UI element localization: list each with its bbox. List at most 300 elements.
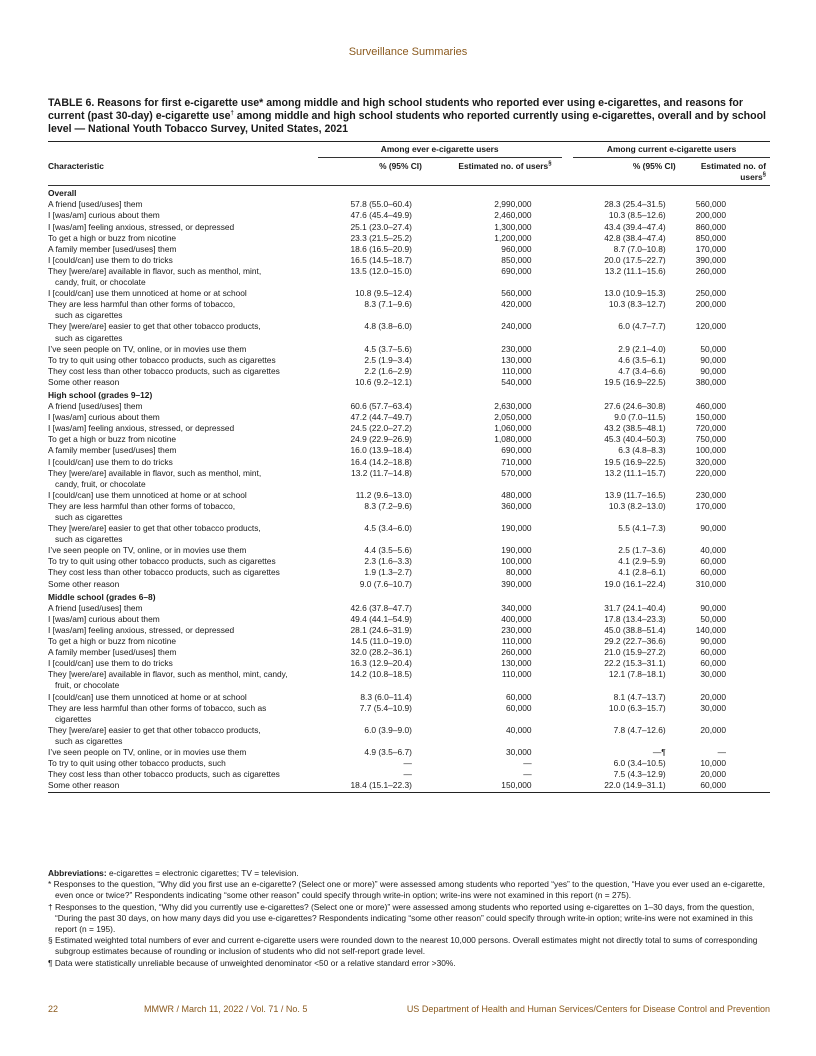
ever-pct-cell: 8.3 (7.1–9.6) bbox=[364, 299, 412, 310]
row-label-text: I [was/am] feeling anxious, stressed, or depressed bbox=[48, 221, 235, 232]
row-label-text: I [could/can] use them unnoticed at home or at school bbox=[48, 489, 247, 500]
row-label bbox=[48, 747, 318, 758]
gap-cell bbox=[562, 501, 574, 523]
current-est-cell: 380,000 bbox=[695, 376, 726, 387]
footnotes bbox=[48, 868, 770, 969]
ever-pct-cell: 10.8 (9.5–12.4) bbox=[355, 288, 412, 299]
ever-pct-cell: 4.5 (3.4–6.0) bbox=[364, 523, 412, 534]
row-label bbox=[48, 647, 318, 658]
row-label-text: They [were/are] easier to get that other tobacco products, bbox=[48, 321, 261, 332]
gap-cell bbox=[562, 692, 574, 703]
table-row bbox=[48, 445, 770, 456]
ever-est-cell: 240,000 bbox=[501, 321, 532, 332]
ever-est-cell: 40,000 bbox=[505, 724, 532, 735]
current-pct-cell: 10.3 (8.2–13.0) bbox=[608, 500, 666, 511]
row-label-text: To try to quit using other tobacco products, such as cigarettes bbox=[48, 556, 276, 567]
table-row bbox=[48, 703, 770, 725]
gap-cell bbox=[562, 401, 574, 412]
current-est-cell: 10,000 bbox=[700, 758, 726, 769]
gap-cell bbox=[562, 567, 574, 578]
row-label-text: Some other reason bbox=[48, 376, 120, 387]
current-est-cell: 320,000 bbox=[695, 456, 726, 467]
current-est-cell: 90,000 bbox=[700, 365, 726, 376]
ever-est-cell: 190,000 bbox=[501, 523, 532, 534]
ever-est-cell: 2,990,000 bbox=[494, 199, 532, 210]
row-label bbox=[48, 625, 318, 636]
group-header-ever: Among ever e-cigarette users bbox=[318, 142, 562, 158]
row-label-text: They [were/are] available in flavor, such as menthol, mint, candy, bbox=[48, 669, 288, 680]
row-label bbox=[48, 266, 318, 288]
current-est-cell: 30,000 bbox=[700, 702, 726, 713]
current-pct-cell: 13.0 (10.9–15.3) bbox=[604, 288, 666, 299]
current-est-cell: 60,000 bbox=[700, 658, 726, 669]
current-est-cell: 50,000 bbox=[700, 613, 726, 624]
gap-cell bbox=[562, 658, 574, 669]
caption-part1: TABLE 6. Reasons for first e-cigarette use* among middle and high school students who reported ever using e-cigarettes, and reasons for current (past 30-day) e-cigarette use bbox=[48, 97, 744, 123]
current-pct-cell: 20.0 (17.5–22.7) bbox=[604, 254, 666, 265]
table-row bbox=[48, 288, 770, 299]
gap-cell bbox=[562, 244, 574, 255]
gap-cell bbox=[562, 647, 574, 658]
ever-pct-cell: 18.6 (16.5–20.9) bbox=[350, 243, 412, 254]
gap-cell bbox=[562, 299, 574, 321]
current-pct-cell: 10.0 (6.3–15.7) bbox=[608, 702, 666, 713]
row-label-text: I [was/am] curious about them bbox=[48, 613, 160, 624]
page-number: 22 bbox=[48, 1004, 59, 1014]
ever-est-cell: 710,000 bbox=[501, 456, 532, 467]
ever-pct-cell: 8.3 (6.0–11.4) bbox=[360, 691, 412, 702]
current-pct-cell: 4.1 (2.9–5.9) bbox=[618, 556, 666, 567]
gap-cell bbox=[562, 556, 574, 567]
row-label-text: I [was/am] feeling anxious, stressed, or depressed bbox=[48, 624, 235, 635]
current-est-cell: 170,000 bbox=[695, 243, 726, 254]
table-row bbox=[48, 647, 770, 658]
row-label bbox=[48, 769, 318, 780]
row-label-text: I [could/can] use them unnoticed at home or at school bbox=[48, 691, 247, 702]
row-label bbox=[48, 725, 318, 747]
table-row bbox=[48, 579, 770, 590]
table-row bbox=[48, 255, 770, 266]
table-row bbox=[48, 725, 770, 747]
row-label bbox=[48, 210, 318, 221]
column-header-cur-est-text: Estimated no. of users bbox=[700, 161, 766, 183]
row-label bbox=[48, 758, 318, 769]
row-label bbox=[48, 423, 318, 434]
row-label bbox=[48, 579, 318, 590]
table-row bbox=[48, 210, 770, 221]
row-label-text: To try to quit using other tobacco products, such bbox=[48, 758, 226, 769]
row-label-text: They cost less than other tobacco products, such as cigarettes bbox=[48, 365, 280, 376]
row-label-text: I [could/can] use them to do tricks bbox=[48, 658, 173, 669]
row-label-text: I [was/am] curious about them bbox=[48, 412, 160, 423]
current-est-cell: 60,000 bbox=[700, 647, 726, 658]
table-row bbox=[48, 468, 770, 490]
ever-est-cell: 260,000 bbox=[501, 647, 532, 658]
ever-pct-cell: 10.6 (9.2–12.1) bbox=[355, 376, 412, 387]
current-pct-cell: 6.0 (4.7–7.7) bbox=[618, 321, 666, 332]
ever-pct-cell: 16.3 (12.9–20.4) bbox=[350, 658, 412, 669]
ever-est-cell: 230,000 bbox=[501, 624, 532, 635]
footnote-dagger: † Responses to the question, “Why did you currently use e-cigarettes? (Select one or more)” were assessed among students who reported using e-cigarettes on 1–30 days, from the question, “During the past 30 days, on how many days did you use e-cigarettes? Respondents indicating “some other reason” could specify through write-in option; write-ins were not examined in this report (n = 195). bbox=[48, 901, 755, 935]
ever-est-cell: — bbox=[523, 769, 532, 780]
ever-est-cell: 110,000 bbox=[501, 365, 532, 376]
current-est-cell: 750,000 bbox=[695, 434, 726, 445]
current-est-cell: 850,000 bbox=[695, 232, 726, 243]
ever-pct-cell: 28.1 (24.6–31.9) bbox=[350, 624, 412, 635]
ever-est-cell: 1,060,000 bbox=[494, 423, 532, 434]
row-label bbox=[48, 366, 318, 377]
ever-pct-cell: 49.4 (44.1–54.9) bbox=[350, 613, 412, 624]
gap-cell bbox=[562, 355, 574, 366]
section-title: Middle school (grades 6–8) bbox=[48, 591, 156, 602]
ever-pct-cell: 24.5 (22.0–27.2) bbox=[350, 423, 412, 434]
row-label bbox=[48, 457, 318, 468]
current-est-cell: 200,000 bbox=[695, 299, 726, 310]
gap-cell bbox=[562, 780, 574, 793]
section-title: Overall bbox=[48, 188, 77, 199]
current-est-cell: 150,000 bbox=[695, 412, 726, 423]
table-row bbox=[48, 692, 770, 703]
row-label-continuation: such as cigarettes bbox=[55, 332, 123, 343]
table-row bbox=[48, 434, 770, 445]
table-body bbox=[48, 186, 770, 793]
row-label bbox=[48, 692, 318, 703]
current-est-cell: 20,000 bbox=[700, 769, 726, 780]
gap-cell bbox=[562, 366, 574, 377]
ever-est-cell: 80,000 bbox=[505, 567, 532, 578]
ever-est-cell: 100,000 bbox=[501, 556, 532, 567]
current-pct-cell: 13.2 (11.1–15.6) bbox=[604, 265, 666, 276]
ever-est-cell: 480,000 bbox=[501, 489, 532, 500]
table-row bbox=[48, 614, 770, 625]
table-row bbox=[48, 266, 770, 288]
current-est-cell: 230,000 bbox=[695, 489, 726, 500]
table-row bbox=[48, 501, 770, 523]
row-label-text: They are less harmful than other forms of tobacco, bbox=[48, 500, 236, 511]
current-pct-cell: 9.0 (7.0–11.5) bbox=[614, 412, 666, 423]
row-label-text: They [were/are] available in flavor, such as menthol, mint, bbox=[48, 265, 262, 276]
current-pct-cell: 6.0 (3.4–10.5) bbox=[613, 758, 666, 769]
ever-pct-cell: 2.5 (1.9–3.4) bbox=[364, 354, 412, 365]
current-pct-cell: 7.5 (4.3–12.9) bbox=[613, 769, 666, 780]
ever-pct-cell: 9.0 (7.6–10.7) bbox=[359, 578, 412, 589]
gap-cell bbox=[562, 445, 574, 456]
ever-est-cell: — bbox=[523, 758, 532, 769]
row-label-text: Some other reason bbox=[48, 578, 120, 589]
current-est-cell: 140,000 bbox=[695, 624, 726, 635]
current-pct-cell: 29.2 (22.7–36.6) bbox=[604, 636, 666, 647]
row-label-text: Some other reason bbox=[48, 780, 120, 791]
table-row bbox=[48, 355, 770, 366]
ever-pct-cell: — bbox=[403, 769, 412, 780]
row-label bbox=[48, 545, 318, 556]
header-spacer bbox=[48, 142, 318, 158]
row-label-text: To get a high or buzz from nicotine bbox=[48, 636, 177, 647]
current-est-cell: 40,000 bbox=[700, 545, 726, 556]
row-label-text: A friend [used/uses] them bbox=[48, 401, 143, 412]
ever-pct-cell: 16.5 (14.5–18.7) bbox=[350, 254, 412, 265]
row-label-text: A friend [used/uses] them bbox=[48, 602, 143, 613]
current-est-cell: — bbox=[717, 746, 726, 757]
current-est-cell: 170,000 bbox=[695, 500, 726, 511]
group-gap bbox=[562, 142, 574, 158]
table-caption bbox=[48, 97, 770, 137]
table-row bbox=[48, 244, 770, 255]
row-label-continuation: such as cigarettes bbox=[55, 512, 123, 522]
ever-est-cell: 390,000 bbox=[501, 578, 532, 589]
ever-pct-cell: 57.8 (55.0–60.4) bbox=[350, 199, 412, 210]
row-label bbox=[48, 636, 318, 647]
table-row bbox=[48, 747, 770, 758]
row-label bbox=[48, 567, 318, 578]
ever-est-cell: 150,000 bbox=[442, 780, 562, 793]
row-label bbox=[48, 377, 318, 388]
current-est-cell: 120,000 bbox=[695, 321, 726, 332]
current-pct-cell: 13.2 (11.1–15.7) bbox=[604, 467, 666, 478]
gap-cell bbox=[562, 523, 574, 545]
current-est-cell: 460,000 bbox=[695, 401, 726, 412]
column-header-ever-pct: % (95% CI) bbox=[318, 158, 442, 186]
gap-cell bbox=[562, 288, 574, 299]
current-est-cell: 60,000 bbox=[700, 556, 726, 567]
row-label bbox=[48, 603, 318, 614]
row-label-text: I [could/can] use them to do tricks bbox=[48, 254, 173, 265]
current-est-cell: 90,000 bbox=[700, 354, 726, 365]
ever-pct-cell: 4.4 (3.5–5.6) bbox=[364, 545, 412, 556]
ever-pct-cell: 60.6 (57.7–63.4) bbox=[350, 401, 412, 412]
row-label-text: A family member [used/uses] them bbox=[48, 243, 177, 254]
row-label-text: I’ve seen people on TV, online, or in movies use them bbox=[48, 343, 247, 354]
gap-cell bbox=[562, 255, 574, 266]
gap-cell bbox=[562, 266, 574, 288]
table-row bbox=[48, 344, 770, 355]
current-pct-cell: 12.1 (7.8–18.1) bbox=[608, 669, 666, 680]
row-label-text: To get a high or buzz from nicotine bbox=[48, 232, 177, 243]
current-pct-cell: 2.9 (2.1–4.0) bbox=[618, 343, 666, 354]
current-pct-cell: 8.7 (7.0–10.8) bbox=[613, 243, 666, 254]
current-pct-cell: 19.5 (16.9–22.5) bbox=[604, 376, 666, 387]
row-label bbox=[48, 222, 318, 233]
table-row bbox=[48, 669, 770, 691]
gap-cell bbox=[562, 579, 574, 590]
section-title: High school (grades 9–12) bbox=[48, 389, 153, 400]
ever-pct-cell: 42.6 (37.8–47.7) bbox=[350, 602, 412, 613]
row-label bbox=[48, 344, 318, 355]
current-pct-cell: 4.7 (3.4–6.6) bbox=[618, 365, 666, 376]
ever-est-cell: 340,000 bbox=[501, 602, 532, 613]
caption-dagger: † bbox=[230, 110, 234, 117]
table-row bbox=[48, 377, 770, 388]
row-label bbox=[48, 669, 318, 691]
row-label-text: I [could/can] use them unnoticed at home or at school bbox=[48, 288, 247, 299]
row-label bbox=[48, 401, 318, 412]
ever-pct-cell: 47.6 (45.4–49.9) bbox=[350, 210, 412, 221]
table-row bbox=[48, 780, 770, 793]
table-row bbox=[48, 556, 770, 567]
gap-cell bbox=[562, 725, 574, 747]
row-label-continuation: candy, fruit, or chocolate bbox=[55, 277, 146, 288]
gap-cell bbox=[562, 490, 574, 501]
current-est-cell: 100,000 bbox=[695, 445, 726, 456]
current-pct-cell: 6.3 (4.8–8.3) bbox=[618, 445, 666, 456]
gap-cell bbox=[562, 233, 574, 244]
ever-est-cell: 60,000 bbox=[505, 702, 532, 713]
abbreviations-text: e-cigarettes = electronic cigarettes; TV = television. bbox=[106, 868, 299, 878]
gap-cell bbox=[562, 457, 574, 468]
ever-est-cell: 110,000 bbox=[501, 669, 532, 680]
current-est-cell: 560,000 bbox=[695, 199, 726, 210]
current-pct-cell: 7.8 (4.7–12.6) bbox=[613, 724, 666, 735]
row-label bbox=[48, 780, 318, 793]
ever-pct-cell: 2.2 (1.6–2.9) bbox=[364, 365, 412, 376]
ever-pct-cell: — bbox=[403, 758, 412, 769]
ever-pct-cell: 14.2 (10.8–18.5) bbox=[350, 669, 412, 680]
section-mark: § bbox=[762, 172, 766, 179]
current-pct-cell: 4.1 (2.8–6.1) bbox=[618, 567, 666, 578]
row-label-text: A friend [used/uses] them bbox=[48, 199, 143, 210]
abbreviations-note bbox=[48, 868, 770, 879]
table-row bbox=[48, 299, 770, 321]
column-header-cur-pct: % (95% CI) bbox=[573, 158, 695, 186]
ever-est-cell: 690,000 bbox=[501, 445, 532, 456]
ever-est-cell: 1,200,000 bbox=[494, 232, 532, 243]
row-label-text: To get a high or buzz from nicotine bbox=[48, 434, 177, 445]
table-row bbox=[48, 603, 770, 614]
column-header-cur-est bbox=[696, 158, 770, 186]
column-gap bbox=[562, 158, 574, 186]
current-pct-cell: 42.8 (38.4–47.4) bbox=[604, 232, 666, 243]
current-est-cell: 720,000 bbox=[695, 423, 726, 434]
ever-est-cell: 2,460,000 bbox=[494, 210, 532, 221]
ever-pct-cell: 13.2 (11.7–14.8) bbox=[351, 467, 412, 478]
current-est-cell: 90,000 bbox=[700, 523, 726, 534]
current-pct-cell: 2.5 (1.7–3.6) bbox=[618, 545, 666, 556]
gap-cell bbox=[562, 669, 574, 691]
row-label bbox=[48, 658, 318, 669]
current-pct-cell: 45.0 (38.8–51.4) bbox=[604, 624, 666, 635]
department-name: US Department of Health and Human Services/Centers for Disease Control and Prevention bbox=[406, 1004, 770, 1014]
table-row bbox=[48, 457, 770, 468]
row-label bbox=[48, 355, 318, 366]
table-row bbox=[48, 658, 770, 669]
current-pct-cell: —¶ bbox=[652, 746, 666, 757]
ever-est-cell: 230,000 bbox=[501, 343, 532, 354]
current-pct-cell: 28.3 (25.4–31.5) bbox=[604, 199, 666, 210]
current-est-cell: 390,000 bbox=[695, 254, 726, 265]
gap-cell bbox=[562, 545, 574, 556]
current-pct-cell: 43.2 (38.5–48.1) bbox=[604, 423, 666, 434]
ever-est-cell: 2,630,000 bbox=[494, 401, 532, 412]
gap-cell bbox=[562, 758, 574, 769]
row-label bbox=[48, 614, 318, 625]
table-row bbox=[48, 199, 770, 210]
current-est-cell: 860,000 bbox=[695, 221, 726, 232]
row-label bbox=[48, 233, 318, 244]
row-label-continuation: such as cigarettes bbox=[55, 534, 123, 545]
gap-cell bbox=[562, 703, 574, 725]
row-label-text: I’ve seen people on TV, online, or in movies use them bbox=[48, 545, 247, 556]
row-label-continuation: such as cigarettes bbox=[55, 735, 123, 746]
gap-cell bbox=[562, 636, 574, 647]
ever-pct-cell: 23.3 (21.5–25.2) bbox=[350, 232, 412, 243]
row-label-text: A family member [used/uses] them bbox=[48, 647, 177, 658]
gap-cell bbox=[562, 222, 574, 233]
footnote-asterisk: * Responses to the question, “Why did you first use an e-cigarette? (Select one or more)” were assessed among students who reported “yes” to the question, “Have you ever used an e-cigarette, even once or twice?” Respondents indicating “some other reason” could specify through write-in option; write-ins were not examined in this report (n = 275). bbox=[48, 879, 765, 901]
gap-cell bbox=[562, 344, 574, 355]
row-label-continuation: such as cigarettes bbox=[55, 310, 123, 321]
row-label-text: They [were/are] easier to get that other tobacco products, bbox=[48, 724, 261, 735]
gap-cell bbox=[562, 603, 574, 614]
ever-est-cell: 130,000 bbox=[501, 354, 532, 365]
table-row bbox=[48, 423, 770, 434]
row-label bbox=[48, 412, 318, 423]
section-header-row bbox=[48, 388, 770, 401]
ever-est-cell: 2,050,000 bbox=[494, 412, 532, 423]
table-row bbox=[48, 758, 770, 769]
row-label bbox=[48, 199, 318, 210]
current-pct-cell: 17.8 (13.4–23.3) bbox=[604, 613, 666, 624]
table-row bbox=[48, 625, 770, 636]
current-est-cell: 220,000 bbox=[695, 467, 726, 478]
ever-pct-cell: 8.3 (7.2–9.6) bbox=[364, 500, 412, 511]
current-est-cell: 90,000 bbox=[700, 602, 726, 613]
running-header: Surveillance Summaries bbox=[348, 46, 468, 58]
row-label-continuation: cigarettes bbox=[55, 713, 92, 724]
ever-pct-cell: 47.2 (44.7–49.7) bbox=[350, 412, 412, 423]
table-row bbox=[48, 412, 770, 423]
row-label bbox=[48, 288, 318, 299]
row-label-text: They cost less than other tobacco products, such as cigarettes bbox=[48, 769, 280, 780]
ever-est-cell: 360,000 bbox=[501, 500, 532, 511]
ever-pct-cell: 2.3 (1.6–3.3) bbox=[364, 556, 412, 567]
table-row bbox=[48, 233, 770, 244]
row-label bbox=[48, 321, 318, 343]
ever-pct-cell: 16.4 (14.2–18.8) bbox=[350, 456, 412, 467]
column-header-characteristic: Characteristic bbox=[48, 158, 318, 186]
gap-cell bbox=[562, 412, 574, 423]
table-container bbox=[48, 141, 770, 793]
row-label bbox=[48, 255, 318, 266]
gap-cell bbox=[562, 468, 574, 490]
ever-est-cell: 540,000 bbox=[501, 376, 532, 387]
row-label-continuation: fruit, or chocolate bbox=[55, 680, 120, 691]
table-row bbox=[48, 321, 770, 343]
data-table bbox=[48, 141, 770, 793]
gap-cell bbox=[562, 769, 574, 780]
row-label-text: They [were/are] easier to get that other tobacco products, bbox=[48, 523, 261, 534]
table-row bbox=[48, 366, 770, 377]
column-header-ever-est bbox=[442, 158, 562, 186]
journal-citation: MMWR / March 11, 2022 / Vol. 71 / No. 5 bbox=[144, 1004, 308, 1014]
ever-est-cell: 560,000 bbox=[501, 288, 532, 299]
ever-pct-cell: 24.9 (22.9–26.9) bbox=[350, 434, 412, 445]
ever-pct-cell: 7.7 (5.4–10.9) bbox=[359, 702, 412, 713]
current-pct-cell: 4.6 (3.5–6.1) bbox=[618, 354, 666, 365]
abbreviations-label: Abbreviations: bbox=[48, 868, 107, 878]
ever-pct-cell: 16.0 (13.9–18.4) bbox=[350, 445, 412, 456]
current-pct-cell: 45.3 (40.4–50.3) bbox=[604, 434, 666, 445]
table-row bbox=[48, 567, 770, 578]
row-label-text: They are less harmful than other forms of tobacco, bbox=[48, 299, 236, 310]
ever-pct-cell: 4.8 (3.8–6.0) bbox=[364, 321, 412, 332]
row-label-text: To try to quit using other tobacco products, such as cigarettes bbox=[48, 354, 276, 365]
current-pct-cell: 19.5 (16.9–22.5) bbox=[604, 456, 666, 467]
ever-est-cell: 30,000 bbox=[505, 746, 532, 757]
ever-est-cell: 850,000 bbox=[501, 254, 532, 265]
row-label-text: They [were/are] available in flavor, such as menthol, mint, bbox=[48, 467, 262, 478]
section-mark: § bbox=[548, 161, 552, 168]
gap-cell bbox=[562, 199, 574, 210]
